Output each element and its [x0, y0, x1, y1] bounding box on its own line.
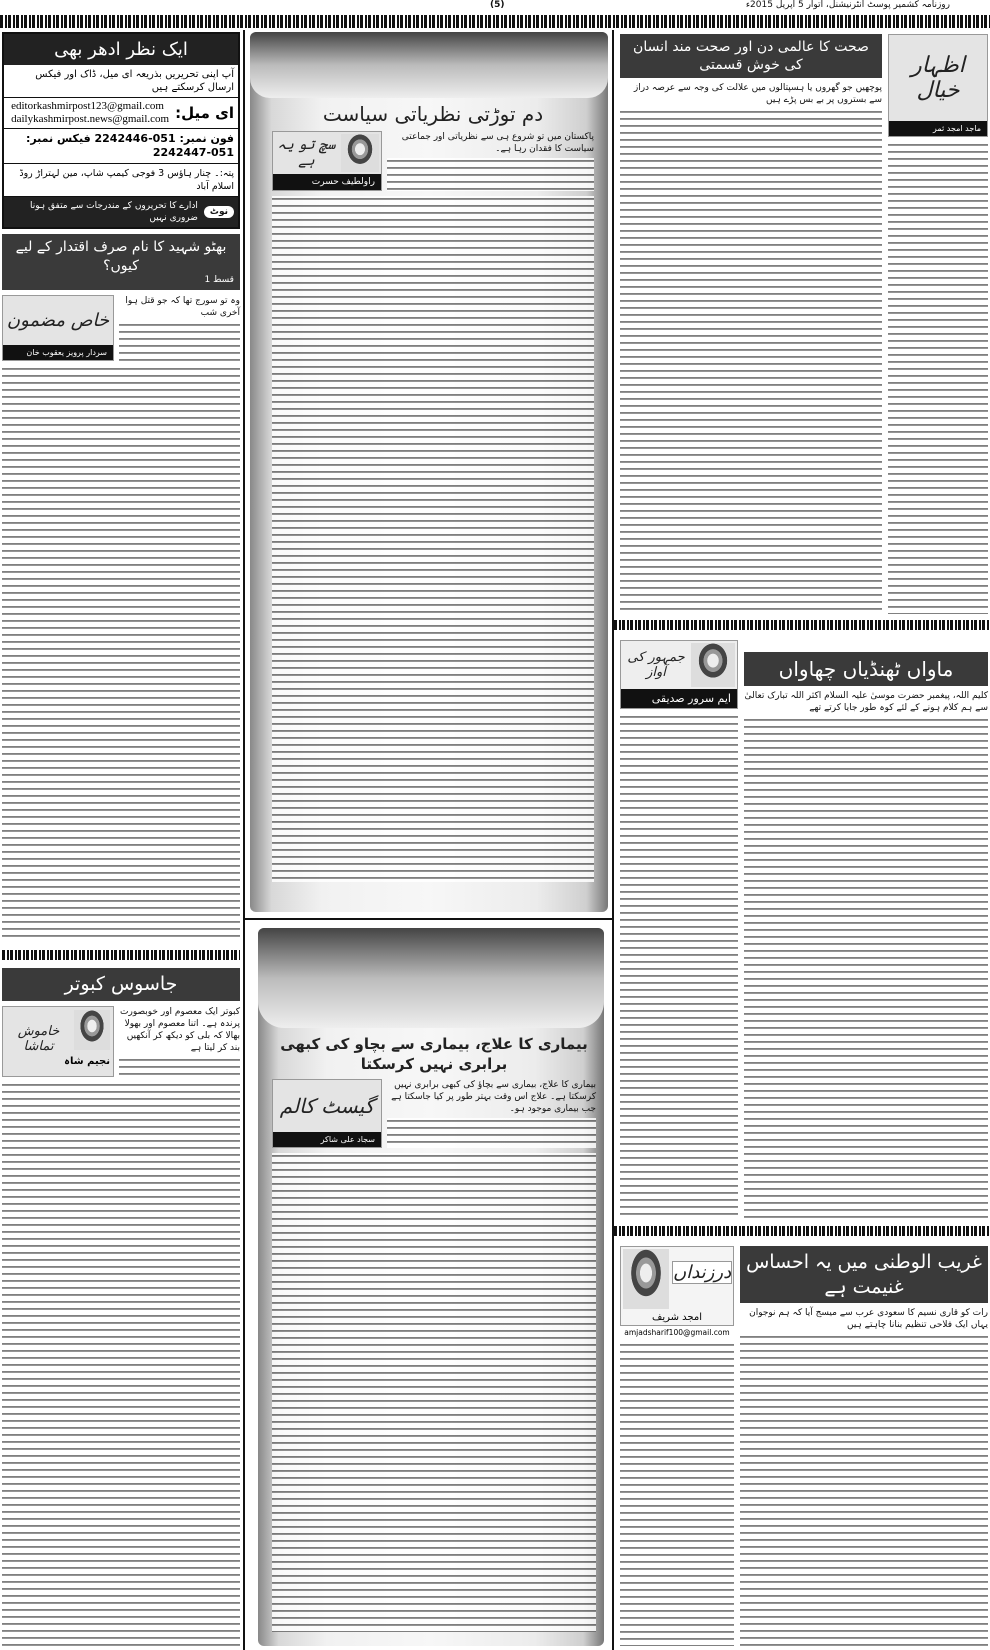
author-name: سردار پرویز یعقوب خان	[3, 345, 113, 360]
article-body	[620, 1342, 734, 1646]
left-column	[2, 32, 240, 1646]
article-lead: بیماری کا علاج، بیماری سے بچاؤ کی کبھی برابری نہیں کرسکتا ہے۔ علاج اس وقت بہتر طور پر کیا جاسکتا ہے جب بیماری موجود ہو۔	[391, 1080, 596, 1114]
article-body	[119, 1057, 240, 1077]
column-badge	[620, 1246, 734, 1326]
article-body	[888, 142, 988, 614]
column-badge	[888, 34, 988, 137]
top-divider	[0, 15, 990, 28]
article-bhutto-section	[2, 32, 240, 942]
author-photo	[691, 643, 735, 687]
author-photo	[623, 1249, 669, 1309]
column-badge	[272, 131, 382, 191]
column-label: اظہار خیال	[911, 53, 965, 103]
scroll-frame	[250, 32, 608, 912]
column-label: گیسٹ کالم	[279, 1094, 375, 1118]
headline-text: بھٹو شہید کا نام صرف اقتدار کے لیے کیوں؟	[15, 239, 227, 274]
article-body	[272, 1153, 596, 1632]
article-headline: غریب الوطنی میں یہ احساس غنیمت ہے	[740, 1246, 988, 1303]
author-name: ایم سرور صدیقی	[621, 689, 737, 708]
column-label: خاموش تماشا	[17, 1023, 60, 1054]
article-headline: دم توڑتی نظریاتی سیاست	[322, 102, 544, 126]
article-headline: بیماری کا علاج، بیماری سے بچاو کی کبھی برابری نہیں کرسکتا	[280, 1035, 588, 1073]
email-link[interactable]: editorkashmirpost123@gmail.com	[11, 100, 164, 113]
article-ghareeb-section	[620, 1242, 988, 1646]
column-label: خاص مضمون	[6, 310, 110, 332]
article-body	[2, 1082, 240, 1646]
divider	[2, 950, 240, 960]
author-name: سجاد علی شاکر	[273, 1132, 381, 1147]
author-photo	[341, 134, 379, 172]
divider	[614, 1226, 990, 1236]
article-body	[272, 196, 594, 882]
column-rule	[612, 30, 614, 1650]
author-name: امجد شریف	[651, 1312, 703, 1323]
article-lead: رات کو قاری نسیم کا سعودی عرب سے میسج آیا کہ ہم نوجوان یہاں ایک فلاحی تنظیم بنانا چاہتے ہیں	[749, 1308, 988, 1331]
article-body	[387, 1118, 596, 1148]
author-photo	[74, 1010, 110, 1050]
article-lead: کبوتر ایک معصوم اور خوبصورت پرندہ ہے۔ اتنا معصوم اور بھولا بھالا کہ بلی کو دیکھ کر آنکھیں بند کر لیتا ہے	[120, 1006, 240, 1053]
contact-title: ایک نظر ادھر بھی	[4, 34, 238, 65]
article-body	[387, 158, 594, 191]
column-badge	[2, 295, 114, 361]
divider	[243, 918, 612, 920]
column-label: سچ تو یہ ہے	[277, 137, 336, 169]
column-badge	[2, 1006, 114, 1077]
scroll-frame	[258, 928, 604, 1646]
article-headline: ماواں ٹھنڈیاں چھاواں	[744, 652, 988, 686]
article-body	[740, 1334, 988, 1646]
contact-intro: آپ اپنی تحریریں بذریعہ ای میل، ڈاک اور فیکس ارسال کرسکتے ہیں	[4, 65, 238, 98]
author-name: راولطیف حسرت	[273, 174, 381, 190]
article-headline: جاسوس کبوتر	[2, 968, 240, 1001]
email-label: ای میل:	[175, 104, 234, 123]
column-badge	[620, 640, 738, 709]
author-email[interactable]: amjadsharif100@gmail.com	[624, 1328, 730, 1337]
paper-date: روزنامہ کشمیر پوسٹ انٹرنیشنل، اتوار 5 اپریل 2015ء	[745, 0, 950, 10]
article-lead: پاکستان میں تو شروع ہی سے نظریاتی اور جماعتی سیاست کا فقدان رہا ہے۔	[401, 132, 594, 154]
article-sehat-section	[620, 34, 988, 614]
scroll-top	[258, 928, 604, 1028]
note-label: نوٹ	[204, 206, 234, 218]
article-body	[119, 322, 240, 361]
article-headline	[2, 234, 240, 290]
note-text: ادارے کا تحریروں کے مندرجات سے متفق ہونا ضروری نہیں	[30, 201, 198, 224]
article-lead: وہ تو سورج تھا کہ جو قتل ہوا آخری شب	[125, 296, 240, 319]
divider	[614, 620, 990, 630]
contact-box	[2, 32, 240, 229]
article-jasoos-section	[2, 968, 240, 1646]
article-maavan-section	[620, 636, 988, 1220]
column-rule	[243, 30, 245, 1650]
contact-address: پتہ:۔ چنار ہاؤس 3 فوجی کیمپ شاپ، مین لہتراڑ روڈ اسلام آباد	[4, 164, 238, 197]
column-badge	[272, 1079, 382, 1148]
article-lead: کلیم اللہ، پیغمبر حضرت موسیٰ علیہ السلام اکثر اللہ تبارک تعالیٰ سے ہم کلام ہونے کے لئے کوہ طور جایا کرتے تھے	[744, 691, 988, 713]
column-label: درزنداں	[673, 1262, 732, 1283]
article-body	[620, 714, 738, 1220]
page-number: (5)	[490, 0, 505, 10]
scroll-top	[250, 32, 608, 98]
masthead	[0, 0, 990, 13]
column-label: جمہور کی آواز	[627, 650, 685, 680]
author-name: ماجد امجد ثمر	[889, 121, 987, 136]
article-headline: صحت کا عالمی دن اور صحت مند انسان کی خوش قسمتی	[620, 34, 882, 78]
author-name: نجیم شاہ	[64, 1055, 110, 1067]
article-body	[744, 717, 988, 1220]
email-link[interactable]: dailykashmirpost.news@gmail.com	[11, 113, 170, 126]
right-column	[620, 34, 988, 1646]
article-lead: پوچھیں جو گھروں یا ہسپتالوں میں علالت کی وجہ سے عرصہ دراز سے بستروں پر بے بس پڑے ہیں	[633, 83, 882, 106]
installment: قسط 1	[204, 274, 234, 285]
article-body	[620, 109, 882, 614]
contact-phone: فون نمبر: 051-2242446 فیکس نمبر: 051-2242447	[4, 129, 238, 164]
article-body	[2, 366, 240, 942]
